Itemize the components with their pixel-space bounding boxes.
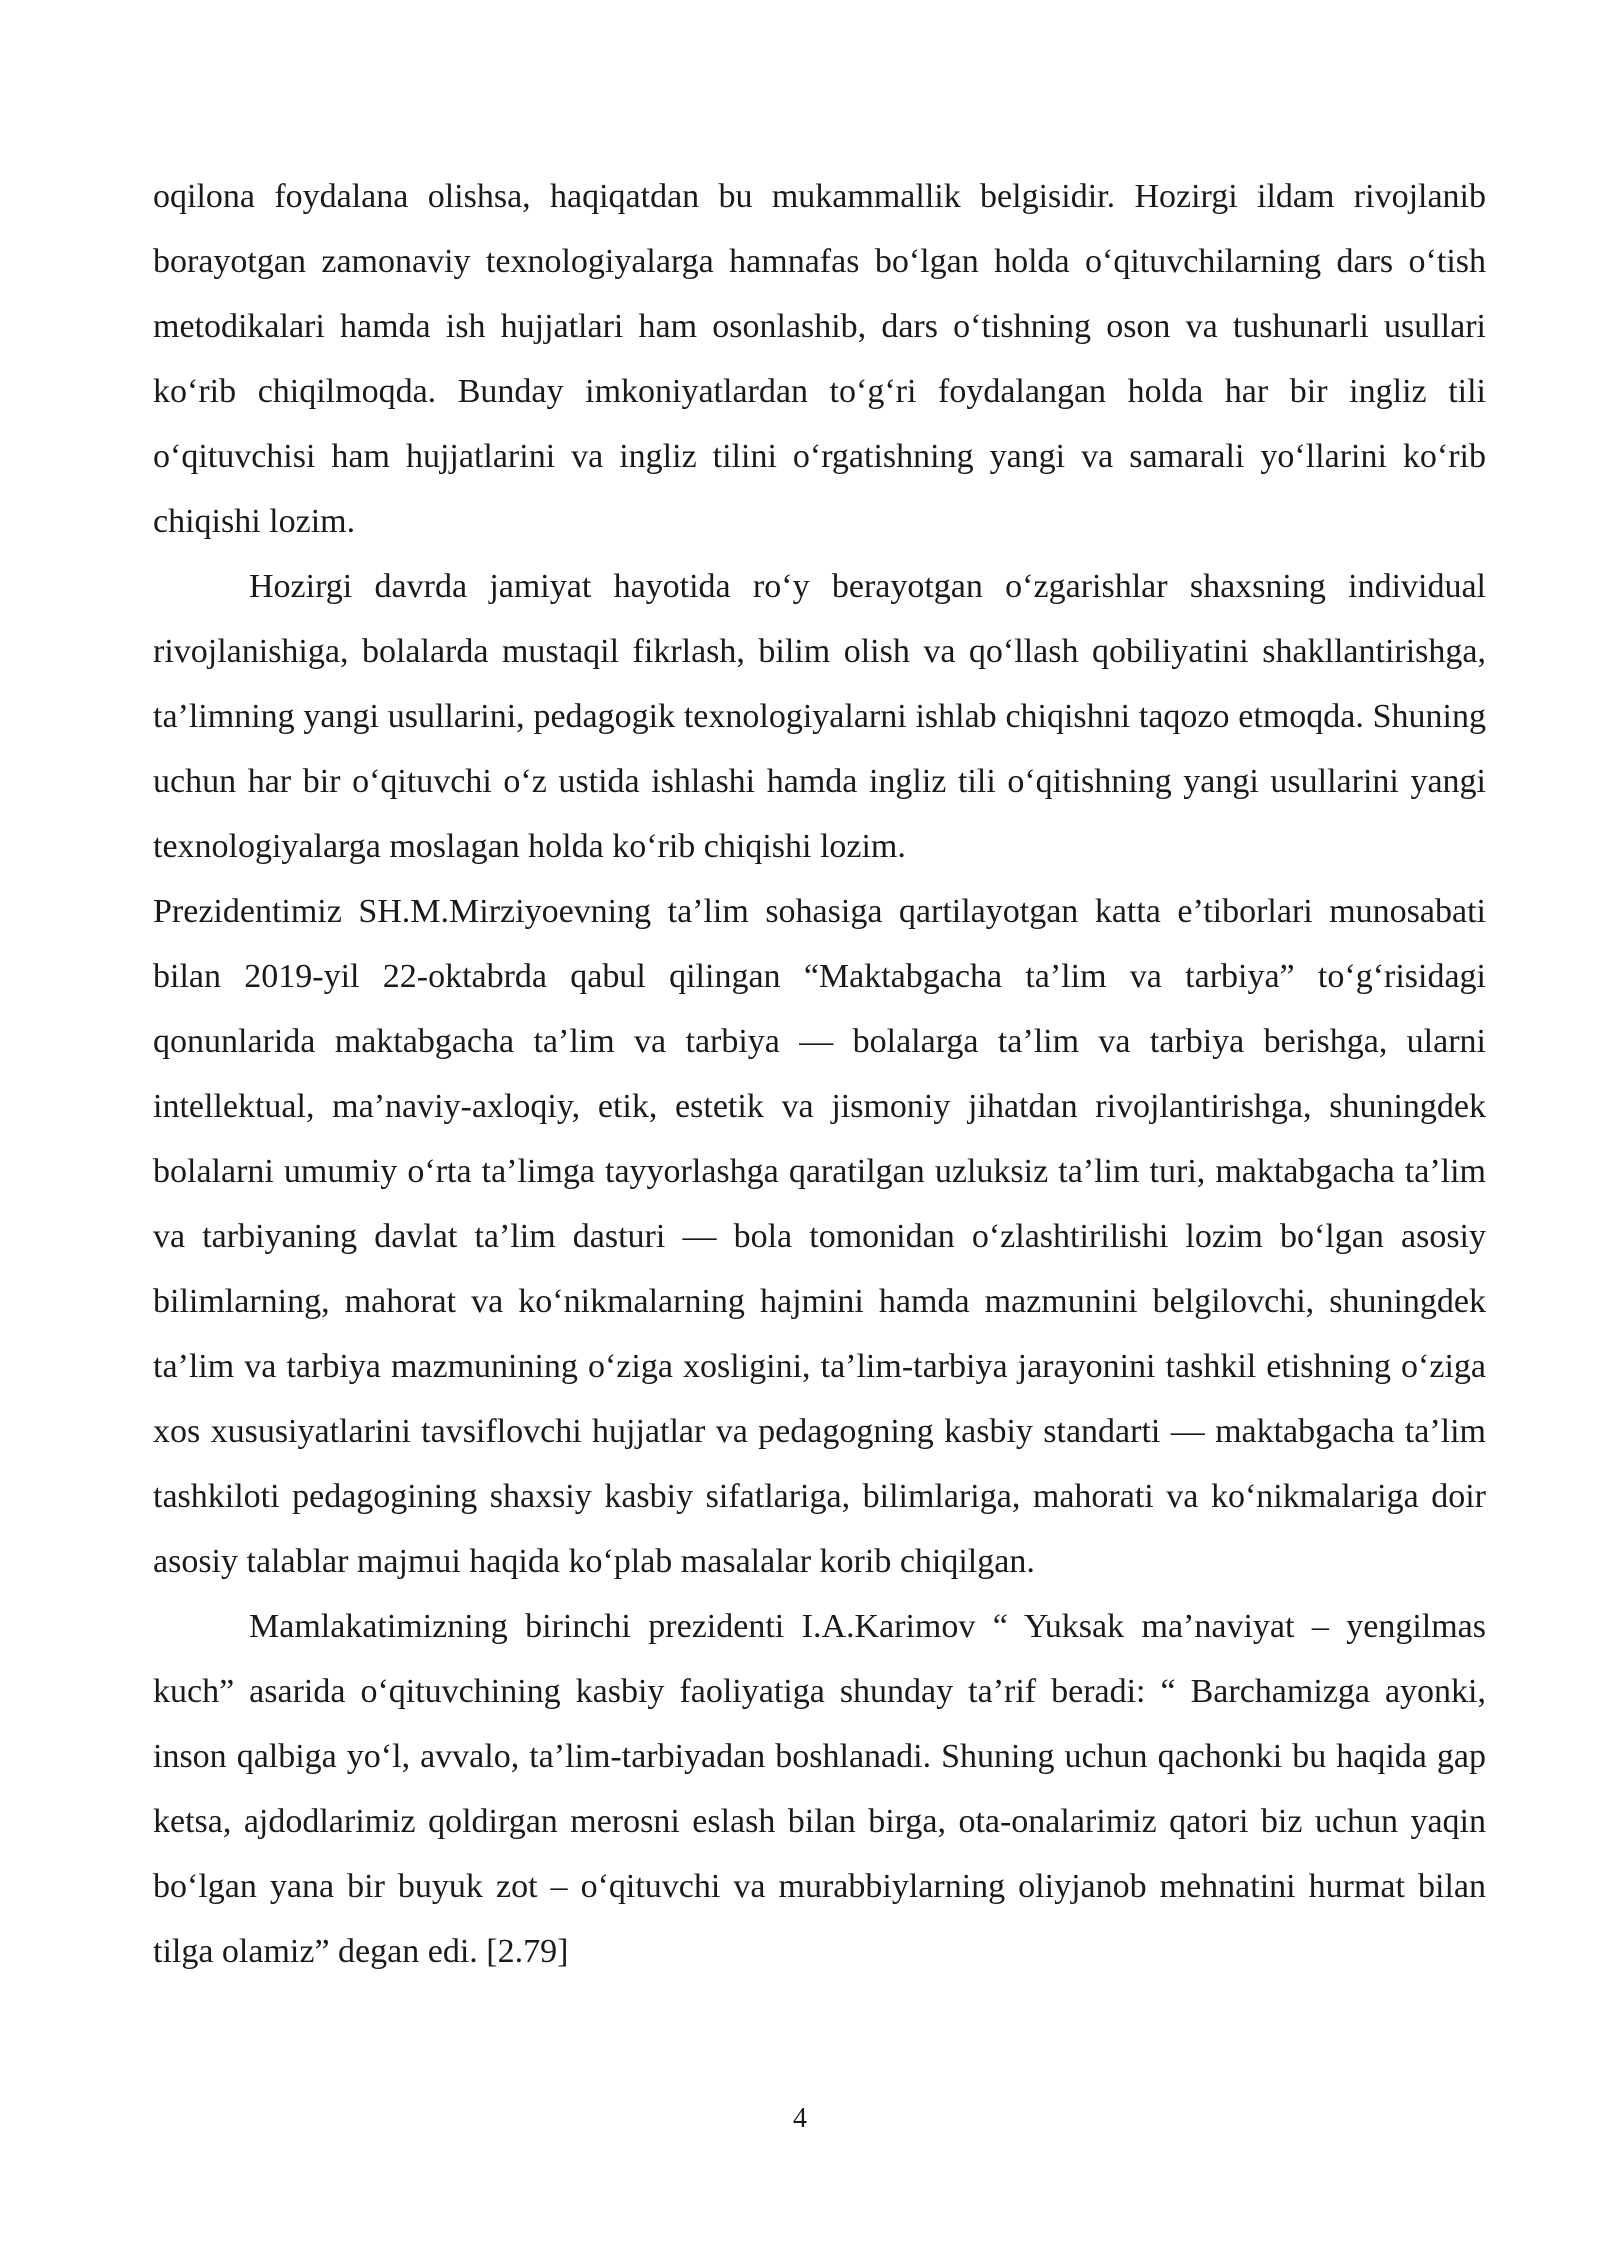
paragraph-2: Hozirgi davrda jamiyat hayotida ro‘y berayotgan o‘zgarishlar shaxsning individual rivojlanishiga, bolalarda mustaqil fikrlash, bilim olish va qo‘llash qobiliyatini shakllantirishga, ta’limning yangi usullarini, pedagogik texnologiyalarni ishlab chiqishni taqozo etmoqda. Shuning uchun har bir o‘qituvchi o‘z ustida ishlashi hamda ingliz tili o‘qitishning yangi usullarini yangi texnologiyalarga moslagan holda ko‘rib chiqishi lozim. (153, 568, 1486, 865)
document-body (153, 164, 1486, 1984)
paragraph-3: Prezidentimiz SH.M.Mirziyoevning ta’lim sohasiga qartilayotgan katta e’tiborlari munosabati bilan 2019-yil 22-oktabrda qabul qilingan “Maktabgacha ta’lim va tarbiya” to‘g‘risidagi qonunlarida maktabgacha ta’lim va tarbiya — bolalarga ta’lim va tarbiya berishga, ularni intellektual, ma’naviy-axloqiy, etik, estetik va jismoniy jihatdan rivojlantirishga, shuningdek bolalarni umumiy o‘rta ta’limga tayyorlashga qaratilgan uzluksiz ta’lim turi, maktabgacha ta’lim va tarbiyaning davlat ta’lim dasturi — bola tomonidan o‘zlashtirilishi lozim bo‘lgan asosiy bilimlarning, mahorat va ko‘nikmalarning hajmini hamda mazmunini belgilovchi, shuningdek ta’lim va tarbiya mazmunining o‘ziga xosligini, ta’lim-tarbiya jarayonini tashkil etishning o‘ziga xos xususiyatlarini tavsiflovchi hujjatlar va pedagogning kasbiy standarti — maktabgacha ta’lim tashkiloti pedagogining shaxsiy kasbiy sifatlariga, bilimlariga, mahorati va ko‘nikmalariga doir asosiy talablar majmui haqida ko‘plab masalalar korib chiqilgan. (153, 893, 1486, 1580)
paragraph-4: Mamlakatimizning birinchi prezidenti I.A.Karimov “ Yuksak ma’naviyat – yengilmas kuch” asarida o‘qituvchining kasbiy faoliyatiga shunday ta’rif beradi: “ Barchamizga ayonki, inson qalbiga yo‘l, avvalo, ta’lim-tarbiyadan boshlanadi. Shuning uchun qachonki bu haqida gap ketsa, ajdodlarimiz qoldirgan merosni eslash bilan birga, ota-onalarimiz qatori biz uchun yaqin bo‘lgan yana bir buyuk zot – o‘qituvchi va murabbiylarning oliyjanob mehnatini hurmat bilan tilga olamiz” degan edi. [2.79] (153, 1608, 1486, 1970)
paragraph-1: oqilona foydalana olishsa, haqiqatdan bu mukammallik belgisidir. Hozirgi ildam rivojlanib borayotgan zamonaviy texnologiyalarga hamnafas bo‘lgan holda o‘qituvchilarning dars o‘tish metodikalari hamda ish hujjatlari ham osonlashib, dars o‘tishning oson va tushunarli usullari ko‘rib chiqilmoqda. Bunday imkoniyatlardan to‘g‘ri foydalangan holda har bir ingliz tili o‘qituvchisi ham hujjatlarini va ingliz tilini o‘rgatishning yangi va samarali yo‘llarini ko‘rib chiqishi lozim. (153, 178, 1486, 540)
page-number: 4 (793, 2103, 807, 2134)
